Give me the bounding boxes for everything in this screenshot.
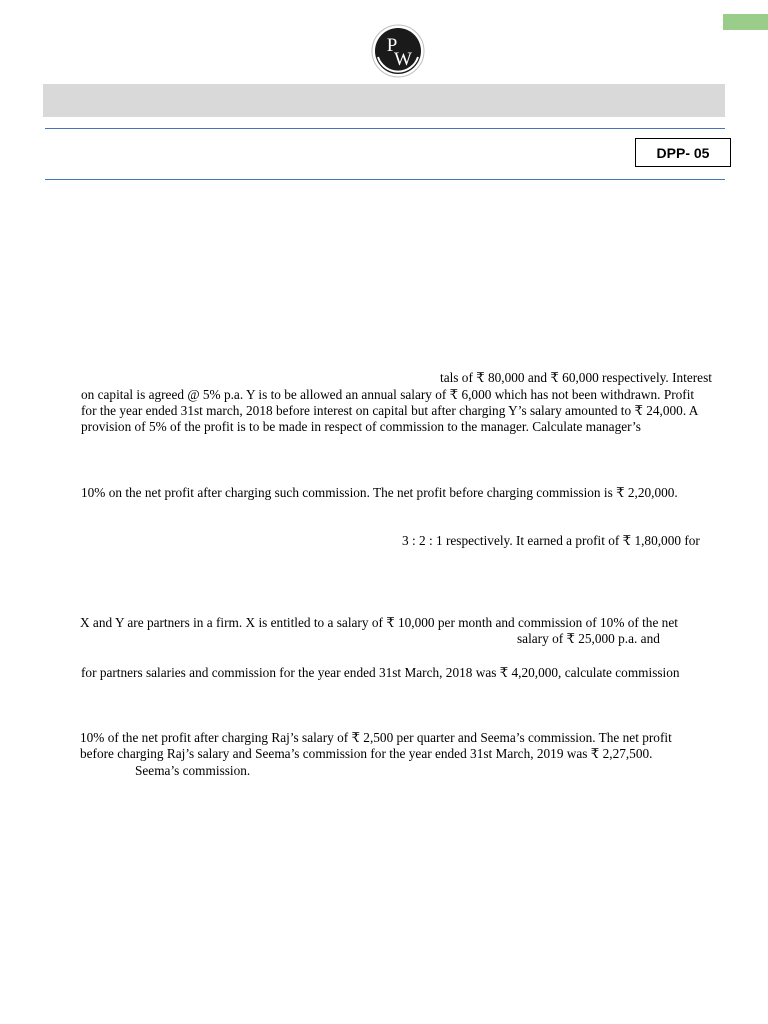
pw-logo-icon (370, 23, 426, 79)
q5-line-1: 10% of the net profit after charging Raj’s salary of ₹ 2,500 per quarter and Seema’s commission. The net profit (80, 730, 672, 745)
q5-line-3: Seema’s commission. (135, 763, 251, 778)
logo-letter-w: W (394, 49, 412, 70)
bottom-rule (45, 179, 725, 180)
top-rule (45, 128, 725, 129)
header-band (43, 84, 725, 117)
q4-line-1: X and Y are partners in a firm. X is entitled to a salary of ₹ 10,000 per month and commission of 10% of the net (80, 615, 678, 630)
pw-logo (370, 23, 426, 79)
dpp-label-box (635, 138, 731, 167)
q1-line-3: for the year ended 31st march, 2018 before interest on capital but after charging Y’s salary amounted to ₹ 24,000. A (81, 403, 699, 418)
q1-line-4: provision of 5% of the profit is to be made in respect of commission to the manager. Calculate manager’s (81, 419, 641, 434)
dpp-label: DPP- 05 (656, 144, 710, 161)
corner-tab (723, 14, 768, 30)
q4-line-2: salary of ₹ 25,000 p.a. and (517, 631, 660, 646)
q4-line-3: for partners salaries and commission for the year ended 31st March, 2018 was ₹ 4,20,000, calculate commission (81, 665, 680, 680)
q2-line-1: 10% on the net profit after charging such commission. The net profit before charging commission is ₹ 2,20,000. (81, 485, 678, 500)
q3-line-1: 3 : 2 : 1 respectively. It earned a profit of ₹ 1,80,000 for (402, 533, 700, 548)
q1-line-2: on capital is agreed @ 5% p.a. Y is to be allowed an annual salary of ₹ 6,000 which has not been withdrawn. Profit (81, 387, 695, 402)
logo-letter-p: P (386, 35, 398, 56)
q5-line-2: before charging Raj’s salary and Seema’s commission for the year ended 31st March, 2019 was ₹ 2,27,500. (80, 746, 653, 761)
q1-line-1: tals of ₹ 80,000 and ₹ 60,000 respectively. Interest (440, 370, 712, 385)
